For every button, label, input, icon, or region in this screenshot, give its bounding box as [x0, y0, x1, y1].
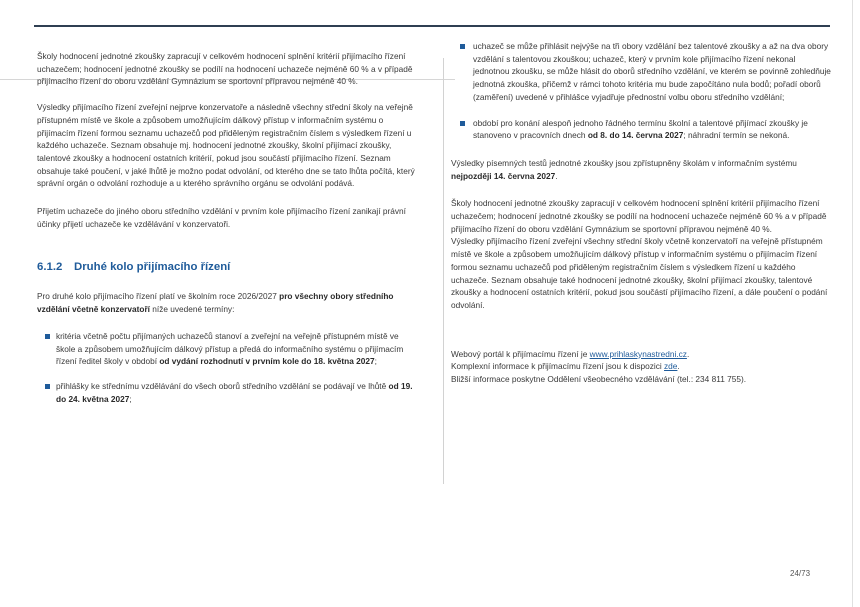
contact-line: Bližší informace poskytne Oddělení všeobecného vzdělávání (tel.: 234 811 755). [451, 374, 747, 385]
info-line: Komplexní informace k přijímacímu řízení jsou k dispozici zde. [451, 361, 680, 372]
bullet-square-icon [45, 384, 50, 389]
left-bullet-list [37, 330, 417, 406]
page-edge [852, 0, 853, 607]
paragraph-evaluation: Školy hodnocení jednotné zkoušky zapracují v celkovém hodnocení splnění kritérií přijímacího řízení uchazečem; hodnocení jednotné zkoušky se podílí na hodnocení uchazeče nejméně 60 % a v případě přijímacího řízení do oboru vzdělání Gymnázium se sportovní přípravou nejméně 40 %. [37, 51, 413, 87]
paragraph-results: Výsledky přijímacího řízení zveřejní nejprve konzervatoře a následně všechny střední školy na veřejně přístupném místě ve škole a způsobem umožňujícím dálkový přístup v informačním systému o přijímacím řízení formou seznamu uchazečů pod přiděleným registračním číslem s výsledkem řízení u každého uchazeče. Seznam obsahuje mj. hodnocení jednotné zkoušky, školní přijímací zkoušky, talentové zkoušky a hodnocení ostatních kritérií, pokud jsou součástí přijímacího řízení. Seznam obsahuje také poučení, v jaké lhůtě je možno podat odvolání, od kterého dne se tato lhůta počítá, který správní orgán o odvolání rozhoduje a u kterého správního orgánu se odvolání podává. [37, 102, 415, 189]
info-link[interactable]: zde [664, 361, 678, 372]
paragraph-conservatory: Přijetím uchazeče do jiného oboru středního vzdělání v prvním kole přijímacího řízení zanikají právní účinky přijetí uchazeče ke vzdělávání v konzervatoři. [37, 206, 406, 229]
portal-link[interactable]: www.prihlaskynastredni.cz [589, 348, 687, 359]
paragraph-intro: Pro druhé kolo přijímacího řízení platí ve školním roce 2026/2027 pro všechny obory středního vzdělání včetně konzervatoří níže uvedené termíny: [37, 291, 394, 315]
column-divider [443, 58, 444, 484]
list-item: kritéria včetně počtu přijímaných uchazečů stanoví a zveřejní na veřejně přístupném místě ve škole a způsobem umožňujícím dálkový přístup a předá do informačního systému o přijímacím řízení ředitel školy v období od vydání rozhodnutí v prvním kole do 18. května 2027; [37, 330, 417, 368]
bullet-square-icon [45, 334, 50, 339]
list-item: uchazeč se může přihlásit nejvýše na tři obory vzdělání bez talentové zkoušky a až na dva obory vzdělání s talentovou zkouškou; uchazeč, který v prvním kole přijímacího řízení nekonal jednotnou zkoušku, se může hlásit do oborů středního vzdělání, ve kterém se povinně zohledňuje jednotná zkouška, přičemž v rámci tohoto kritéria mu bude započítáno nula bodů; pořadí oborů (zaměření) uvedené v přihlášce vyjadřuje přednostní volbu oboru středního vzdělání; [451, 40, 831, 104]
left-column [37, 50, 417, 405]
section-number: 6.1.2 [37, 261, 63, 274]
portal-line: Webový portál k přijímacímu řízení je www.prihlaskynastredni.cz. [451, 348, 690, 359]
paragraph-publication: Výsledky přijímacího řízení zveřejní všechny střední školy včetně konzervatoří na veřejně přístupném místě ve škole a způsobem umožňujícím dálkový přístup v informačním systému o přijímacím řízení formou seznamu uchazečů pod přiděleným registračním číslem s výsledkem řízení u každého uchazeče. Seznam obsahuje také hodnocení jednotné zkoušky, školní přijímací zkoušky, talentové zkoušky a hodnocení ostatních kritérií, pokud jsou součástí přijímacího řízení, a dále poučení o podání odvolání. [451, 236, 828, 310]
right-column [451, 41, 831, 386]
paragraph-evaluation: Školy hodnocení jednotné zkoušky zapracují v celkovém hodnocení splnění kritérií přijímacího řízení uchazečem; hodnocení jednotné zkoušky se podílí na hodnocení uchazeče nejméně 60 % a v případě přijímacího řízení do oboru vzdělání Gymnázium se sportovní přípravou nejméně 40 %. [451, 198, 827, 234]
section-title: Druhé kolo přijímacího řízení [74, 261, 231, 274]
bullet-square-icon [460, 121, 465, 126]
list-item: přihlášky ke střednímu vzdělávání do všech oborů středního vzdělání se podávají ve lhůtě od 19. do 24. května 2027; [37, 380, 417, 405]
bullet-square-icon [460, 44, 465, 49]
page-number: 24/73 [790, 569, 811, 578]
paragraph-test-results: Výsledky písemných testů jednotné zkoušky jsou zpřístupněny školám v informačním systému nejpozději 14. června 2027. [451, 157, 797, 181]
list-item: období pro konání alespoň jednoho řádného termínu školní a talentové přijímací zkoušky je stanoveno v pracovních dnech od 8. do 14. června 2027; náhradní termín se nekoná. [451, 117, 831, 142]
section-heading [37, 260, 417, 274]
info-block [451, 348, 831, 386]
top-rule [34, 25, 830, 27]
right-bullet-list [451, 40, 831, 142]
